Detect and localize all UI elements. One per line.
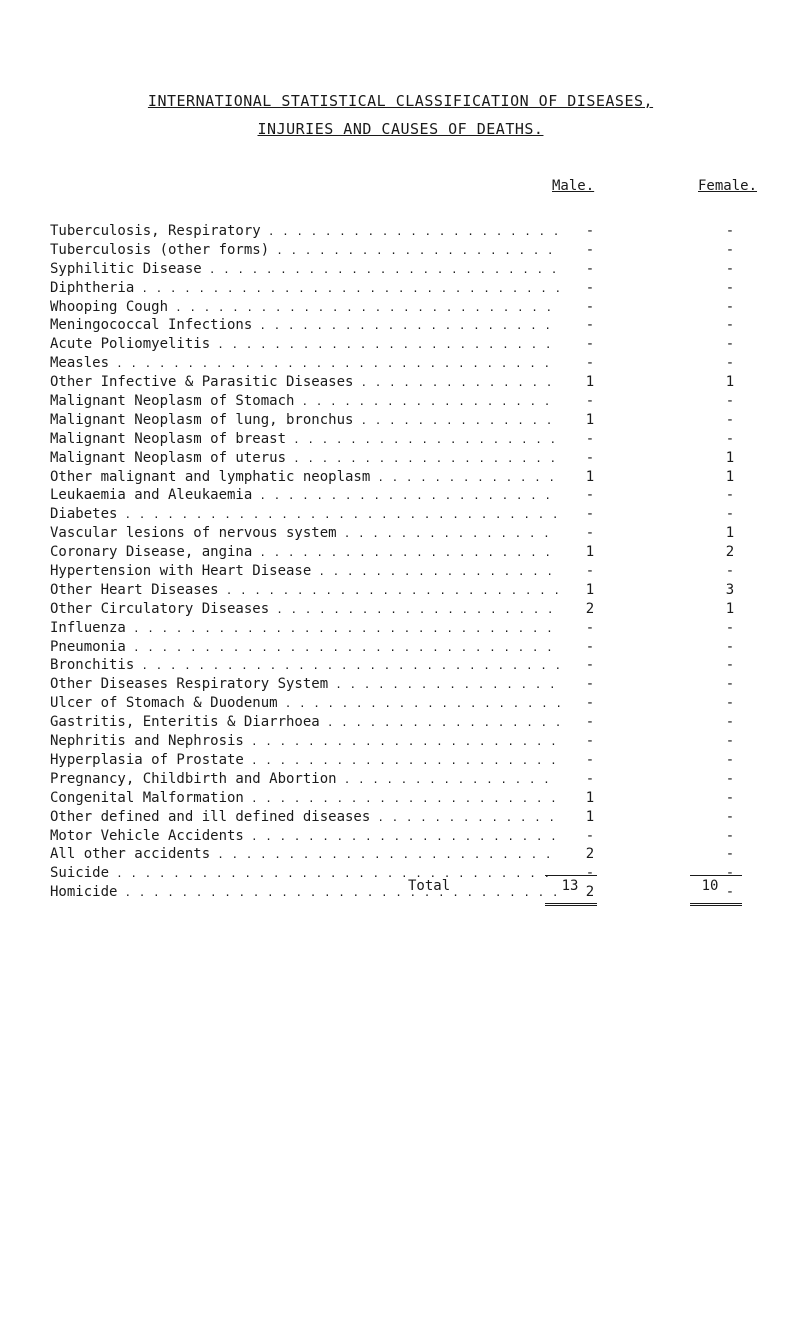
table-row (50, 694, 770, 713)
male-count: 1 (585, 544, 595, 561)
male-count: - (585, 449, 595, 466)
female-count: - (725, 317, 735, 334)
cause-label: Tuberculosis, Respiratory . . . (50, 222, 560, 242)
total-rule-female (690, 903, 742, 906)
female-count: - (725, 298, 735, 315)
table-row (50, 486, 770, 505)
cause-label: Diabetes . . . (50, 505, 560, 525)
cause-label: Suicide . . . (50, 864, 560, 884)
cause-label: Leukaemia and Aleukaemia . . . (50, 486, 560, 506)
male-count: - (585, 676, 595, 693)
table-row (50, 449, 770, 468)
male-count: 1 (585, 411, 595, 428)
cause-label: Pregnancy, Childbirth and Abortion . . . (50, 770, 560, 790)
table-row (50, 468, 770, 487)
male-count: - (585, 298, 595, 315)
female-count: 1 (725, 374, 735, 391)
cause-label: Nephritis and Nephrosis . . . (50, 732, 560, 752)
male-count: - (585, 733, 595, 750)
male-count: - (585, 525, 595, 542)
cause-label: Gastritis, Enteritis & Diarrhoea . . . (50, 713, 560, 733)
male-count: - (585, 563, 595, 580)
female-count: - (725, 884, 735, 901)
female-count: - (725, 223, 735, 239)
cause-label: Ulcer of Stomach & Duodenum . . . (50, 694, 560, 714)
table-row (50, 770, 770, 789)
female-count: - (725, 846, 735, 863)
cause-label: Tuberculosis (other forms) . . . (50, 241, 560, 261)
female-count: - (725, 657, 735, 674)
female-count: - (725, 808, 735, 825)
cause-label: Coronary Disease, angina . . . (50, 543, 560, 563)
cause-label: Other Infective & Parasitic Diseases . . . (50, 373, 560, 393)
table-row (50, 808, 770, 827)
male-count: 2 (585, 884, 595, 901)
cause-label: Pneumonia . . . (50, 638, 560, 658)
table-row (50, 619, 770, 638)
cause-label: Diphtheria . . . (50, 279, 560, 299)
male-count: - (585, 317, 595, 334)
cause-label: Congenital Malformation . . . (50, 789, 560, 809)
cause-label: Malignant Neoplasm of Stomach . . . (50, 392, 560, 412)
female-count: - (725, 827, 735, 844)
cause-label: Homicide . . . (50, 883, 560, 903)
female-count: - (725, 789, 735, 806)
cause-label: Bronchitis . . . (50, 656, 560, 676)
male-count: - (585, 714, 595, 731)
cause-label: All other accidents . . . (50, 845, 560, 865)
female-count: - (725, 770, 735, 787)
table-row (50, 524, 770, 543)
table-row (50, 845, 770, 864)
table-row (50, 751, 770, 770)
table-row (50, 392, 770, 411)
male-count: 2 (585, 846, 595, 863)
table-row (50, 789, 770, 808)
female-count: - (725, 563, 735, 580)
female-count: - (725, 336, 735, 353)
male-count: - (585, 393, 595, 410)
female-count: - (725, 714, 735, 731)
male-count: 1 (585, 789, 595, 806)
total-row (0, 878, 801, 900)
table-row (50, 581, 770, 600)
female-count: - (725, 695, 735, 712)
table-row (50, 260, 770, 279)
table-row (50, 241, 770, 260)
cause-label: Other Diseases Respiratory System . . . (50, 675, 560, 695)
female-count: - (725, 393, 735, 410)
male-count: - (585, 241, 595, 258)
subtotal-rule-female (690, 875, 742, 876)
table-row (50, 638, 770, 657)
subtotal-rule-male (545, 875, 597, 876)
female-count: - (725, 733, 735, 750)
male-count: - (585, 827, 595, 844)
female-count: 1 (725, 468, 735, 485)
total-male: 13 (561, 878, 579, 894)
table-row (50, 675, 770, 694)
cause-label: Malignant Neoplasm of lung, bronchus . . . (50, 411, 560, 431)
table-row (50, 656, 770, 675)
table-row (50, 732, 770, 751)
table-row (50, 543, 770, 562)
table-row (50, 411, 770, 430)
cause-label: Malignant Neoplasm of breast . . . (50, 430, 560, 450)
causes-table (50, 222, 770, 902)
female-count: 1 (725, 600, 735, 617)
male-count: - (585, 751, 595, 768)
table-row (50, 600, 770, 619)
table-row (50, 505, 770, 524)
cause-label: Other Heart Diseases . . . (50, 581, 560, 601)
cause-label: Motor Vehicle Accidents . . . (50, 827, 560, 847)
female-count: - (725, 355, 735, 372)
female-count: - (725, 506, 735, 523)
table-row (50, 222, 770, 241)
male-count: - (585, 865, 595, 882)
table-row (50, 316, 770, 335)
male-count: 1 (585, 581, 595, 598)
cause-label: Other Circulatory Diseases . . . (50, 600, 560, 620)
male-count: - (585, 638, 595, 655)
cause-label: Hypertension with Heart Disease . . . (50, 562, 560, 582)
male-count: 1 (585, 808, 595, 825)
male-count: - (585, 279, 595, 296)
male-count: - (585, 770, 595, 787)
table-row (50, 354, 770, 373)
table-row (50, 335, 770, 354)
table-row (50, 562, 770, 581)
male-count: - (585, 487, 595, 504)
male-count: - (585, 657, 595, 674)
table-row (50, 298, 770, 317)
page-title: INTERNATIONAL STATISTICAL CLASSIFICATION OF DISEASES, (147, 92, 654, 110)
cause-label: Other defined and ill defined diseases . . . (50, 808, 560, 828)
female-count: - (725, 865, 735, 882)
female-count: - (725, 260, 735, 277)
female-count: - (725, 638, 735, 655)
male-count: - (585, 506, 595, 523)
male-count: - (585, 355, 595, 372)
male-count: - (585, 336, 595, 353)
male-count: 1 (585, 374, 595, 391)
female-count: 2 (725, 544, 735, 561)
male-count: - (585, 430, 595, 447)
male-count: - (585, 223, 595, 239)
cause-label: Syphilitic Disease . . . (50, 260, 560, 280)
cause-label: Other malignant and lymphatic neoplasm . . . (50, 468, 560, 488)
cause-label: Acute Poliomyelitis . . . (50, 335, 560, 355)
male-count: - (585, 619, 595, 636)
cause-label: Hyperplasia of Prostate . . . (50, 751, 560, 771)
cause-label: Measles . . . (50, 354, 560, 374)
female-count: - (725, 279, 735, 296)
total-female: 10 (701, 878, 719, 894)
cause-label: Influenza . . . (50, 619, 560, 639)
column-header-male: Male. (552, 178, 595, 194)
female-count: 1 (725, 525, 735, 542)
female-count: 3 (725, 581, 735, 598)
table-row (50, 373, 770, 392)
column-header-female: Female. (698, 178, 758, 194)
male-count: - (585, 260, 595, 277)
male-count: - (585, 695, 595, 712)
page-subtitle: INJURIES AND CAUSES OF DEATHS. (257, 120, 544, 138)
female-count: - (725, 619, 735, 636)
cause-label: Meningococcal Infections . . . (50, 316, 560, 336)
female-count: 1 (725, 449, 735, 466)
table-row (50, 827, 770, 846)
male-count: 1 (585, 468, 595, 485)
female-count: - (725, 411, 735, 428)
male-count: 2 (585, 600, 595, 617)
female-count: - (725, 751, 735, 768)
female-count: - (725, 487, 735, 504)
female-count: - (725, 676, 735, 693)
cause-label: Vascular lesions of nervous system . . . (50, 524, 560, 544)
cause-label: Whooping Cough . . . (50, 298, 560, 318)
table-row (50, 279, 770, 298)
table-row (50, 713, 770, 732)
table-row (50, 430, 770, 449)
female-count: - (725, 241, 735, 258)
total-label: Total (408, 878, 451, 894)
cause-label: Malignant Neoplasm of uterus . . . (50, 449, 560, 469)
female-count: - (725, 430, 735, 447)
total-rule-male (545, 903, 597, 906)
